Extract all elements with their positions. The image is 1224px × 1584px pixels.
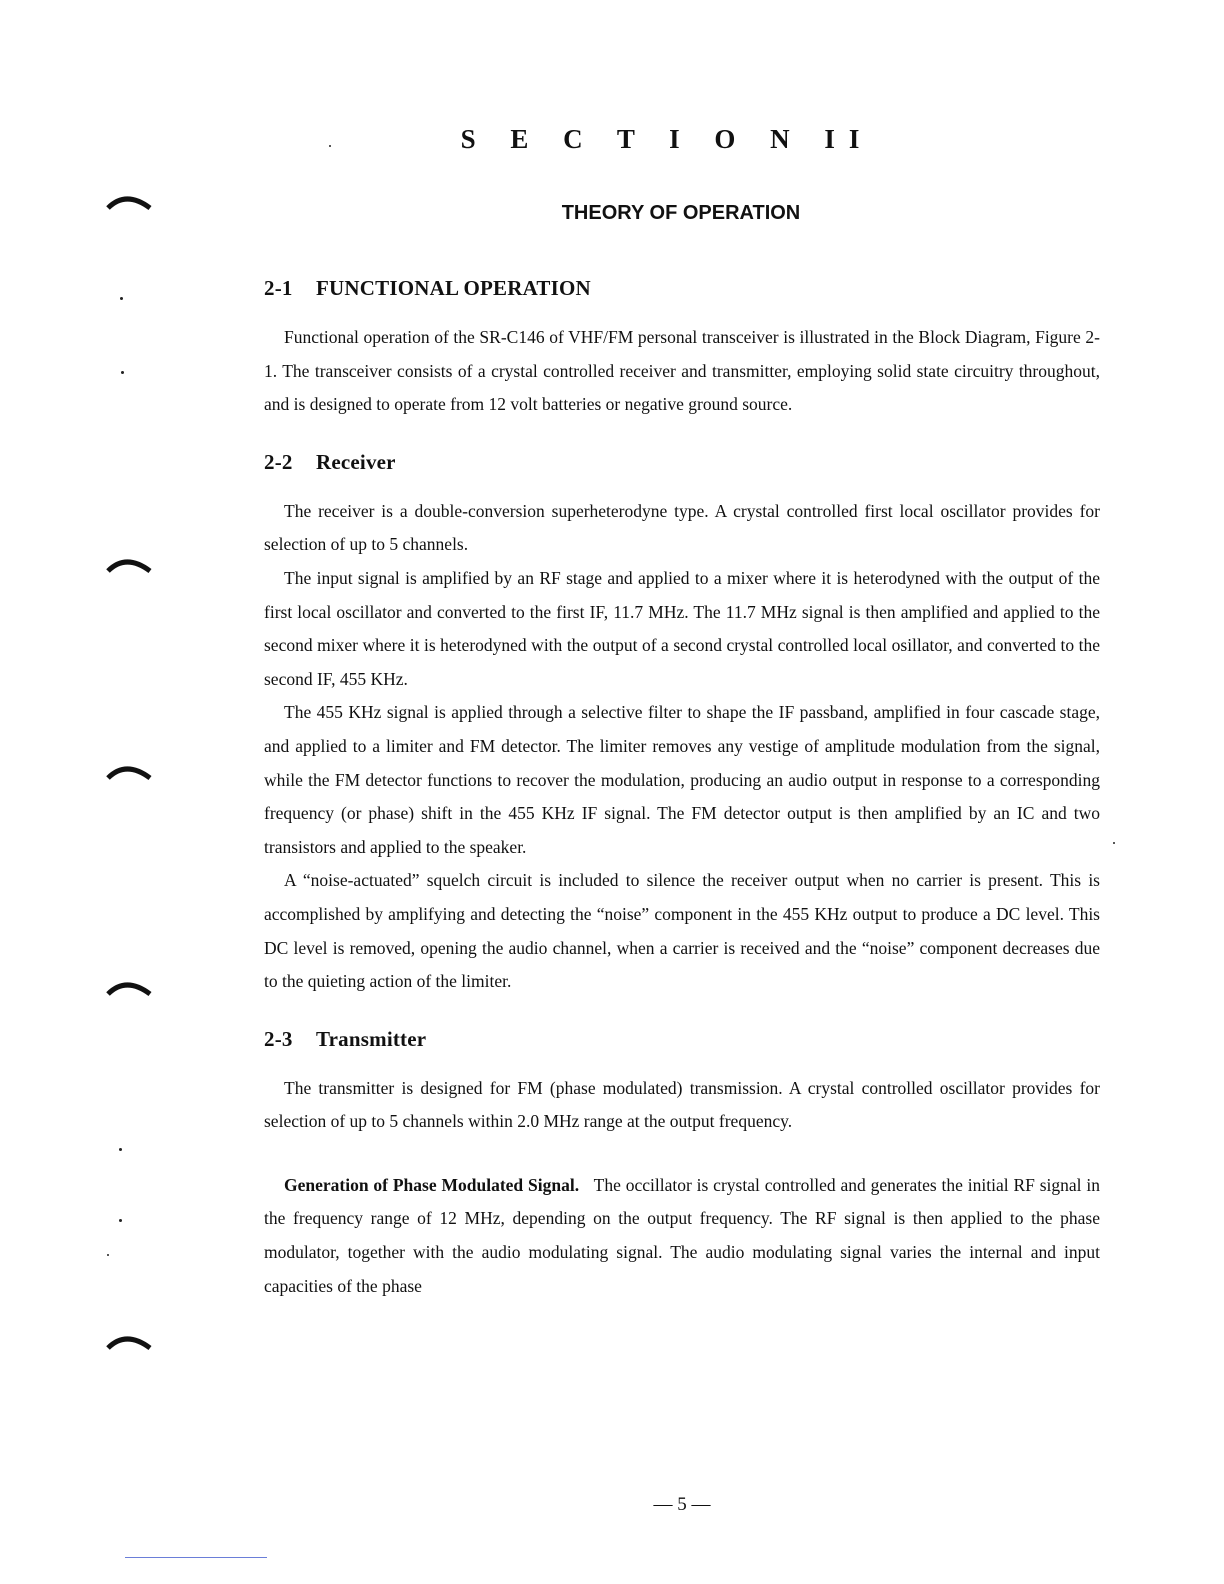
paragraph-phase-modulation	[264, 1169, 1100, 1303]
chapter-title: THEORY OF OPERATION	[561, 202, 801, 224]
section-number: 2-1	[264, 276, 293, 300]
scan-speck	[1113, 842, 1115, 844]
section-title: Receiver	[316, 449, 396, 474]
section-heading-functional	[264, 276, 1100, 301]
paragraph: Functional operation of the SR-C146 of VHF/FM personal transceiver is illustrated in the Block Diagram, Figure 2-1. The transceiver consists of a crystal controlled receiver and transmitter, employing solid state circuitry throughout, and is designed to operate from 12 volt batteries or negative ground source.	[264, 327, 1100, 415]
scan-rule-line	[125, 1557, 267, 1558]
scan-speck	[121, 371, 124, 374]
body-content	[264, 276, 1100, 1303]
paragraph: A “noise-actuated” squelch circuit is included to silence the receiver output when no carrier is present. This is accomplished by amplifying and detecting the “noise” component in the 455 KHz output to produce a DC level. This DC level is removed, opening the audio channel, when a carrier is received and the “noise” component decreases due to the quieting action of the limiter.	[264, 870, 1100, 992]
paragraph: The 455 KHz signal is applied through a selective filter to shape the IF passband, amplified in four cascade stage, and applied to a limiter and FM detector. The limiter removes any vestige of amplitude modulation from the signal, while the FM detector functions to recover the modulation, producing an audio output in response to a corresponding frequency (or phase) shift in the 455 KHz IF signal. The FM detector output is then amplified by an IC and two transistors and applied to the speaker.	[264, 702, 1100, 857]
paragraph: The input signal is amplified by an RF stage and applied to a mixer where it is heterodyned with the output of the first local oscillator and converted to the first IF, 11.7 MHz. The 11.7 MHz signal is then amplified and applied to the second mixer where it is heterodyned with the output of a second crystal controlled local osillator, and converted to the second IF, 455 KHz.	[264, 567, 1100, 689]
paragraph: The receiver is a double-conversion superheterodyne type. A crystal controlled first local oscillator provides for selection of up to 5 channels.	[264, 500, 1100, 555]
subsection-title: Generation of Phase Modulated Signal.	[284, 1174, 580, 1195]
subsection-text: The occillator is crystal controlled and generates the initial RF signal in the frequency range of 12 MHz, depending on the output frequency. The RF signal is then applied to the phase modulator, together with the audio modulating signal. The audio modulating signal varies the internal and input capacities of the phase	[264, 1174, 1101, 1296]
paragraph: The transmitter is designed for FM (phase modulated) transmission. A crystal controlled oscillator provides for selection of up to 5 channels within 2.0 MHz range at the output frequency.	[264, 1077, 1100, 1132]
section-heading: S E C T I O N II	[460, 124, 874, 154]
section-title: FUNCTIONAL OPERATION	[316, 276, 591, 300]
scan-speck	[119, 1148, 122, 1151]
scan-speck	[120, 297, 123, 300]
scan-speck	[119, 1219, 122, 1222]
section-number: 2-2	[264, 449, 293, 474]
binder-hole-mark	[106, 1330, 152, 1352]
binder-hole-mark	[106, 553, 152, 575]
page-number: — 5 —	[653, 1494, 711, 1515]
section-heading-transmitter	[264, 1027, 1100, 1052]
section-heading-receiver	[264, 450, 1100, 475]
binder-hole-mark	[106, 976, 152, 998]
section-title: Transmitter	[316, 1026, 427, 1051]
section-number: 2-3	[264, 1026, 293, 1051]
binder-hole-mark	[106, 760, 152, 782]
scan-speck	[107, 1254, 109, 1256]
